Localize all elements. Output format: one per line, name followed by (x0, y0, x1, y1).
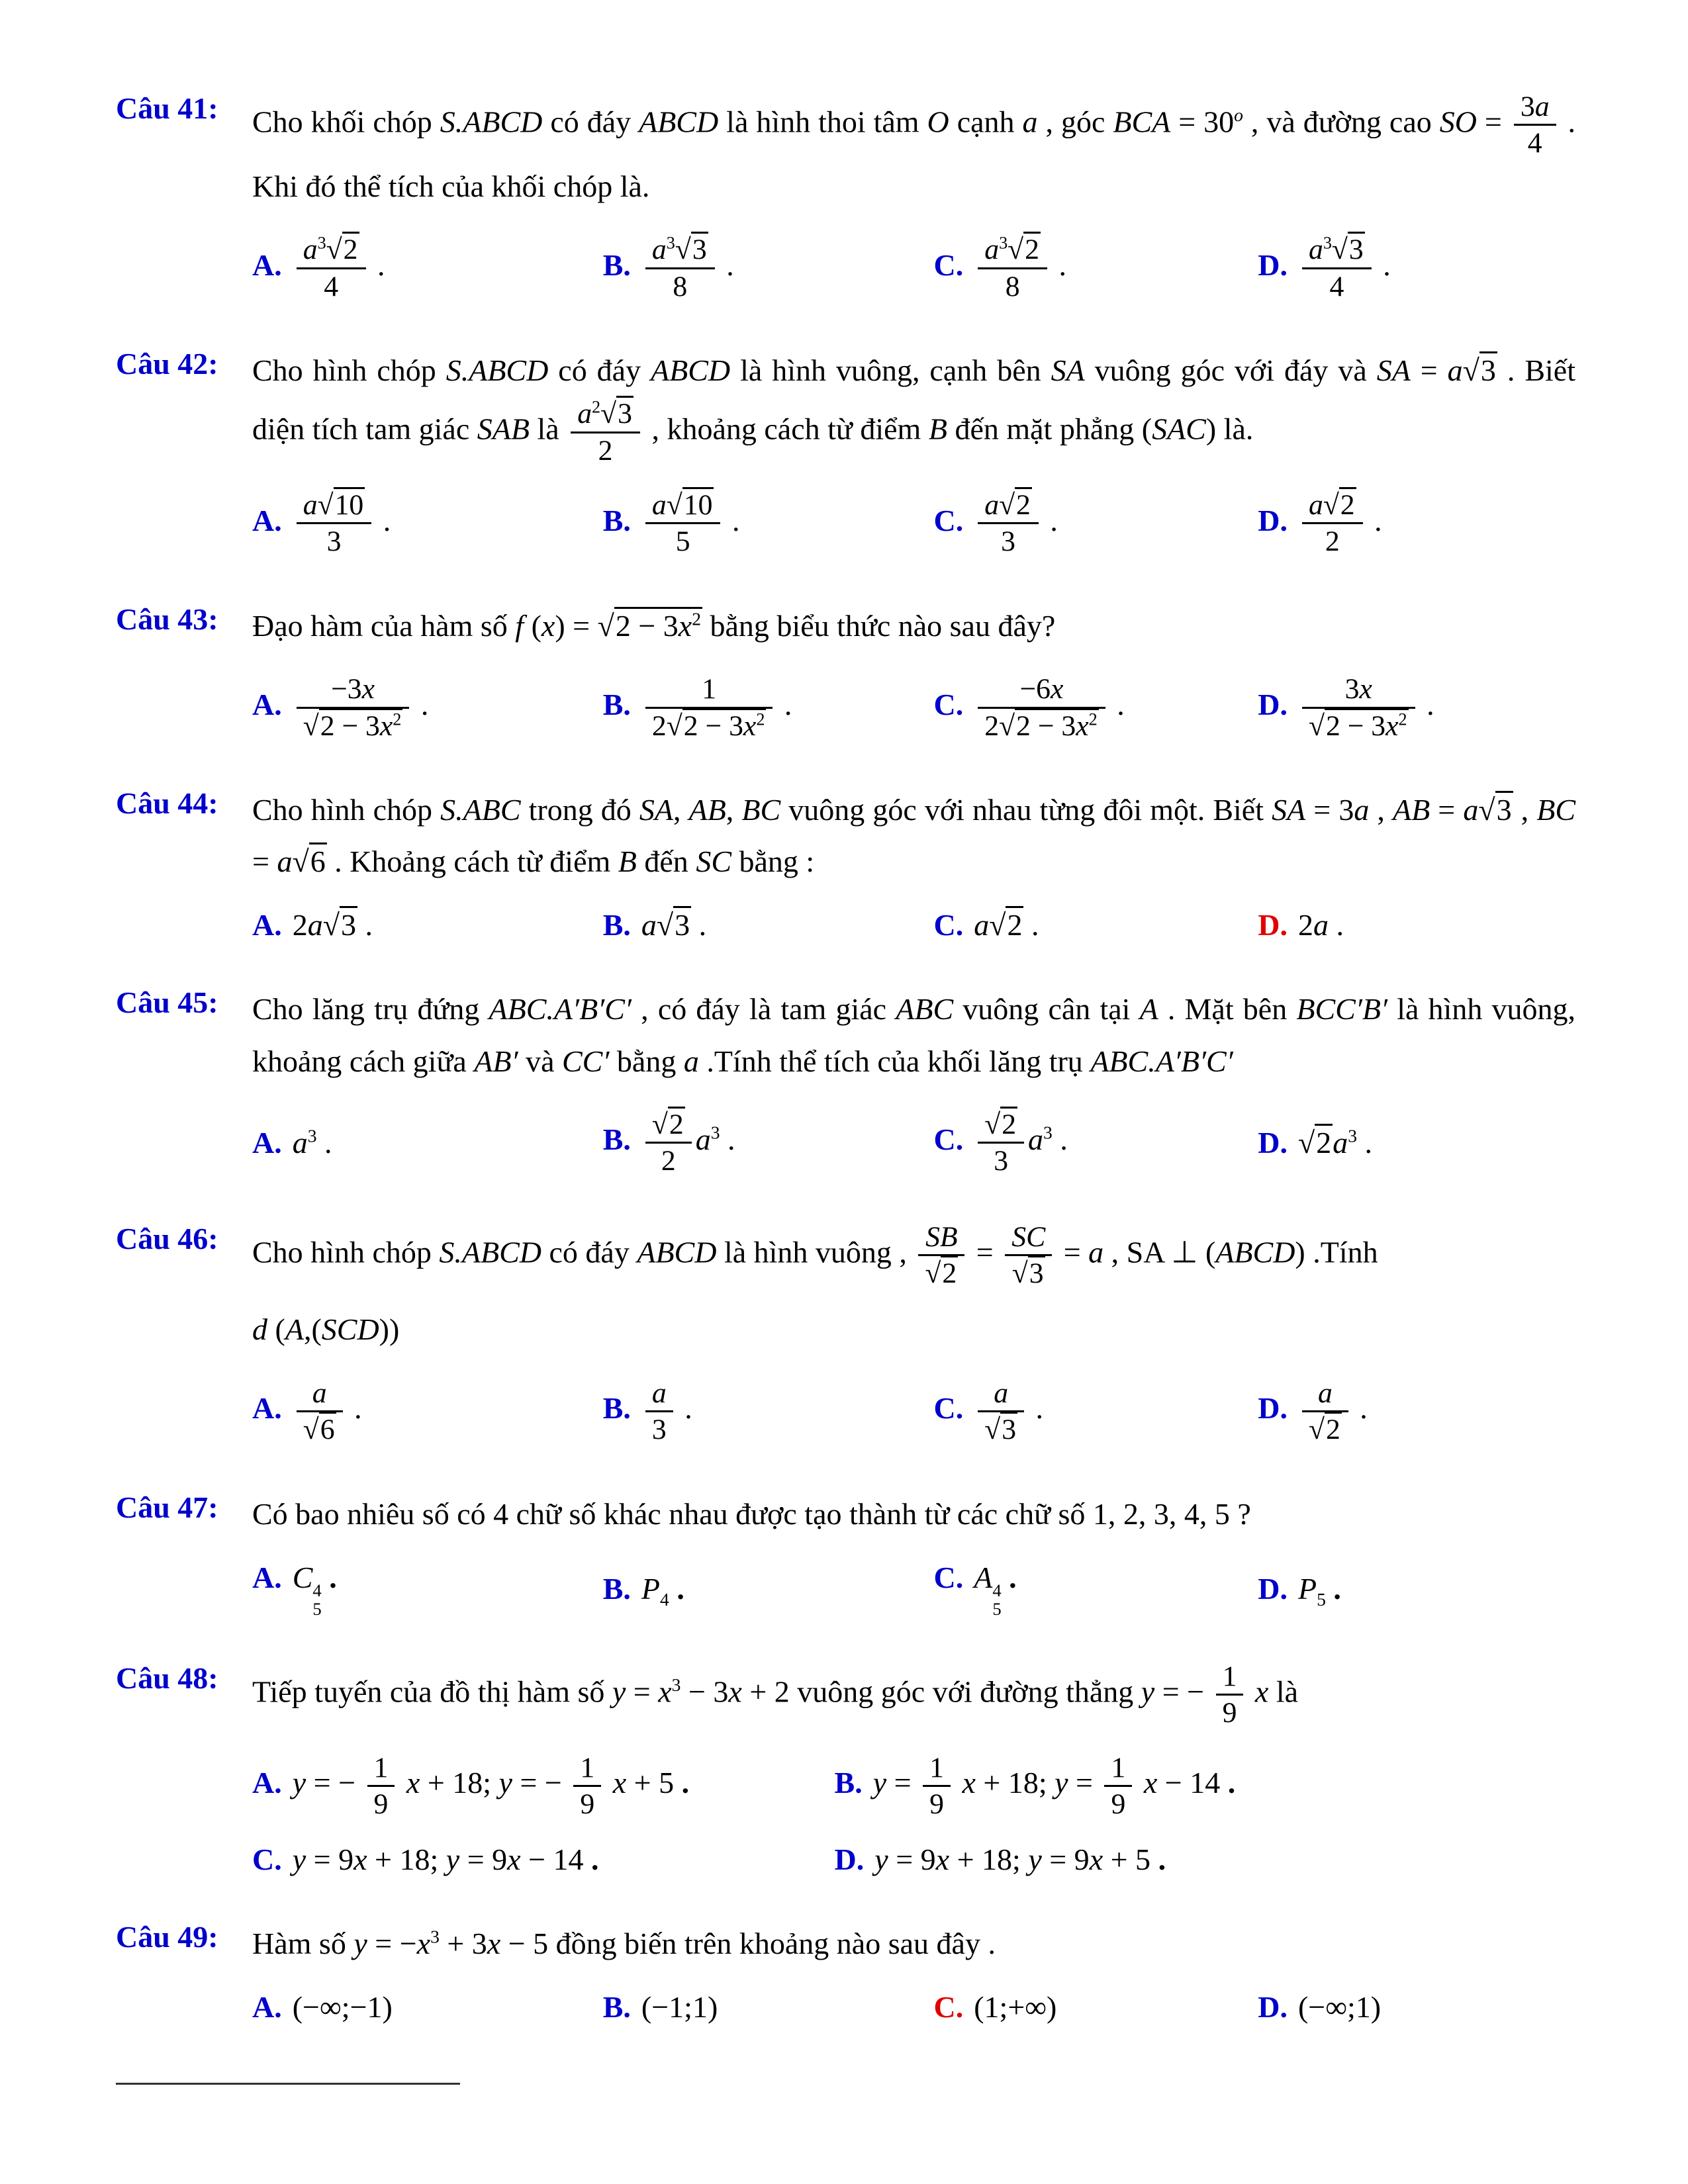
option-b[interactable] (603, 232, 934, 304)
option-text: $\frac{a}{√6}$ . (293, 1391, 362, 1425)
option-text: $\frac{a√10}{5}$ . (641, 504, 740, 537)
option-letter: C. (252, 1842, 282, 1876)
option-b[interactable] (603, 672, 934, 743)
option-a[interactable] (252, 488, 603, 559)
option-d[interactable] (835, 1842, 1575, 1877)
option-a[interactable] (252, 907, 603, 942)
question-49 (116, 1918, 1575, 2025)
option-letter: B. (602, 1391, 631, 1426)
option-text: $\frac{a√10}{3}$ . (293, 504, 391, 537)
options-row (252, 1989, 1575, 2025)
option-text: $\frac{-3x}{√2 - 3x^2}$ . (293, 688, 429, 721)
option-c[interactable] (933, 1989, 1258, 2025)
option-letter: D. (834, 1842, 865, 1876)
option-text: $P_4$ . (641, 1572, 684, 1610)
option-text: $\frac{a^3√2}{4}$ . (293, 248, 385, 282)
options-row (252, 907, 1575, 942)
option-a[interactable] (252, 1989, 603, 2025)
question-label: Câu 42: (116, 346, 218, 381)
question-42 (116, 345, 1575, 559)
question-label: Câu 41: (116, 91, 218, 125)
options-row (252, 1107, 1575, 1179)
option-letter: A. (252, 503, 282, 537)
option-text: $\frac{a√2}{3}$ . (974, 504, 1058, 537)
question-text: Cho hình chóp S.ABCD có đáy ABCD là hình vuông , $\frac{SB}{√2}$ = $\frac{SC}{√3}$ = a , SA ⊥ (ABCD) .Tính (252, 1220, 1378, 1289)
option-text: C 4 5 . (292, 1560, 337, 1619)
options-row (252, 232, 1575, 304)
option-letter: C. (933, 1989, 964, 2024)
question-text: Cho hình chóp S.ABC trong đó SA, AB, BC vuông góc với nhau từng đôi một. Biết SA = 3a , AB = a√3 , BC = a√6 . Khoảng cách từ điểm B đến SC bằng : (252, 784, 1575, 887)
option-text: $\frac{a√2}{2}$ . (1298, 504, 1382, 537)
option-letter: D. (1258, 1572, 1288, 1606)
option-text: $\frac{a}{√2}$ . (1298, 1391, 1368, 1425)
question-41 (116, 89, 1575, 304)
option-d[interactable] (1258, 1989, 1575, 2025)
option-letter: C. (933, 1122, 964, 1157)
option-letter: C. (933, 1560, 964, 1594)
option-text: $P_5$ . (1297, 1572, 1341, 1610)
option-d[interactable] (1258, 907, 1575, 942)
option-letter: B. (602, 908, 631, 942)
option-text: $\frac{3x}{√2 - 3x^2}$ . (1298, 688, 1434, 721)
option-text: $a^3$ . (292, 1125, 332, 1160)
question-label: Câu 44: (116, 786, 218, 820)
option-text: $\frac{a^3√2}{8}$ . (974, 248, 1066, 282)
question-label: Câu 47: (116, 1490, 218, 1524)
option-text: $\frac{√2}{3}$ $a^3$ . (974, 1122, 1068, 1156)
question-label: Câu 43: (116, 602, 218, 636)
option-b[interactable] (603, 488, 934, 559)
option-letter: C. (933, 687, 964, 721)
option-d[interactable] (1258, 1571, 1575, 1610)
option-d[interactable] (1258, 488, 1575, 559)
option-d[interactable] (1258, 1376, 1575, 1447)
option-text: $\frac{-6x}{2√2 - 3x^2}$ . (974, 688, 1125, 721)
option-b[interactable] (602, 1571, 934, 1610)
option-letter: A. (252, 1989, 282, 2024)
option-letter: D. (1258, 503, 1288, 537)
option-letter: A. (252, 1126, 282, 1160)
option-c[interactable] (252, 1842, 835, 1877)
option-text: (−1;1) (641, 1989, 718, 2024)
option-b[interactable] (835, 1751, 1575, 1822)
question-text: Cho hình chóp S.ABCD có đáy ABCD là hình vuông, cạnh bên SA vuông góc với đáy và SA = a√3 . Biết diện tích tam giác SAB là $\frac{a^2√3}{2}$ , khoảng cách từ điểm B đến mặt phẳng (SAC) là. (252, 345, 1575, 468)
option-letter: B. (602, 1572, 631, 1606)
option-text: 2a . (1297, 908, 1344, 942)
option-letter: B. (602, 503, 631, 537)
option-c[interactable] (933, 1107, 1258, 1179)
option-b[interactable] (603, 1989, 934, 2025)
option-letter: A. (252, 1560, 282, 1594)
option-text: y = 9x + 18; y = 9x + 5 . (874, 1842, 1166, 1876)
option-b[interactable] (603, 1107, 934, 1179)
option-text: A 4 5 . (974, 1560, 1017, 1619)
option-letter: D. (1258, 1989, 1288, 2024)
footer-rule (116, 2083, 460, 2085)
option-letter: C. (933, 248, 964, 282)
option-letter: C. (933, 908, 964, 942)
option-a[interactable] (252, 1751, 835, 1822)
option-text: a√2 . (974, 906, 1039, 942)
question-44 (116, 784, 1575, 942)
option-text: y = 9x + 18; y = 9x − 14 . (292, 1842, 599, 1876)
option-letter: C. (933, 503, 964, 537)
option-text: a√3 . (641, 906, 706, 942)
option-text: $\frac{a^3√3}{8}$ . (641, 248, 734, 282)
option-c[interactable] (933, 1560, 1258, 1618)
options-row (252, 488, 1575, 559)
option-letter: D. (1258, 687, 1288, 721)
option-a[interactable] (252, 1376, 603, 1447)
options-row (252, 1560, 1575, 1618)
option-letter: A. (252, 248, 282, 282)
option-d[interactable] (1258, 672, 1575, 743)
option-text: $\frac{1}{2√2 - 3x^2}$ . (641, 688, 792, 721)
question-label: Câu 45: (116, 985, 218, 1020)
option-c[interactable] (933, 907, 1258, 942)
options-row (252, 1376, 1575, 1447)
option-letter: B. (602, 1122, 631, 1157)
question-label: Câu 48: (116, 1661, 218, 1696)
option-text: $\frac{√2}{2}$ $a^3$ . (641, 1122, 735, 1156)
question-text: Tiếp tuyến của đồ thị hàm số $y = x^3 - 3x + 2$ vuông góc với đường thẳng y = − $\frac{1}{9}$ x là (252, 1661, 1299, 1729)
option-text: $√2a^3$ . (1298, 1126, 1372, 1160)
option-letter: B. (602, 687, 631, 721)
option-b[interactable] (603, 1376, 934, 1447)
option-text: y = − $\frac{1}{9}$ x + 18; y = − $\frac{1}{9}$ x + 5 . (292, 1751, 690, 1821)
option-letter: B. (834, 1766, 863, 1800)
options-row (252, 672, 1575, 743)
option-text: $\frac{a}{3}$ . (641, 1391, 692, 1425)
question-text-line2: d (A,(SCD)) (252, 1312, 400, 1347)
option-text: 2a√3 . (293, 906, 373, 942)
options-grid (252, 1751, 1575, 1877)
option-letter: D. (1258, 1391, 1288, 1426)
option-letter: A. (252, 908, 282, 942)
option-text: y = $\frac{1}{9}$ x + 18; y = $\frac{1}{9}$ x − 14 . (872, 1751, 1236, 1821)
option-letter: B. (602, 1989, 631, 2024)
option-letter: B. (602, 248, 631, 282)
option-text: $\frac{a}{√3}$ . (974, 1391, 1043, 1425)
option-letter: A. (252, 687, 282, 721)
option-letter: C. (933, 1391, 964, 1426)
option-c[interactable] (933, 672, 1258, 743)
option-c[interactable] (933, 232, 1258, 304)
option-a[interactable] (252, 232, 603, 304)
option-a[interactable] (252, 1125, 603, 1160)
question-43 (116, 600, 1575, 743)
option-b[interactable] (603, 907, 934, 942)
question-48 (116, 1659, 1575, 1877)
question-text: Đạo hàm của hàm số f $(x) = √2 - 3x^2$ bằng biểu thức nào sau đây? (252, 600, 1575, 652)
option-c[interactable] (933, 488, 1258, 559)
question-46 (116, 1220, 1575, 1447)
question-47 (116, 1488, 1575, 1619)
option-text: $\frac{a^3√3}{4}$ . (1298, 248, 1391, 282)
option-letter: D. (1258, 908, 1288, 942)
option-letter: A. (252, 1766, 282, 1800)
question-text: Cho lăng trụ đứng ABC.A′B′C′ , có đáy là tam giác ABC vuông cân tại A . Mặt bên BCC′B′ là hình vuông, khoảng cách giữa AB′ và CC′ bằng a .Tính thể tích của khối lăng trụ ABC.A′B′C′ (252, 992, 1576, 1078)
question-label: Câu 46: (116, 1221, 218, 1255)
option-d[interactable] (1258, 232, 1575, 304)
question-45 (116, 983, 1575, 1178)
option-letter: A. (252, 1391, 282, 1426)
option-letter: D. (1258, 1126, 1288, 1160)
option-letter: D. (1258, 248, 1288, 282)
option-c[interactable] (933, 1376, 1258, 1447)
option-a[interactable] (252, 672, 603, 743)
question-text: Có bao nhiêu số có 4 chữ số khác nhau được tạo thành từ các chữ số 1, 2, 3, 4, 5 ? (252, 1496, 1251, 1531)
option-d[interactable] (1258, 1125, 1575, 1160)
option-text: (1;+∞) (974, 1989, 1057, 2024)
question-text: Cho khối chóp S.ABCD có đáy ABCD là hình thoi tâm O cạnh a , góc BCA = $30^o$ , và đường cao SO = $\frac{3a}{4}$ . Khi đó thể tích của khối chóp là. (252, 91, 1575, 203)
option-text: (−∞;−1) (292, 1989, 393, 2024)
option-text: (−∞;1) (1297, 1989, 1382, 2024)
question-label: Câu 49: (116, 1919, 218, 1954)
question-text: Hàm số $y = -x^3 + 3x - 5$ đồng biến trên khoảng nào sau đây . (252, 1926, 996, 1960)
option-a[interactable] (252, 1560, 603, 1618)
